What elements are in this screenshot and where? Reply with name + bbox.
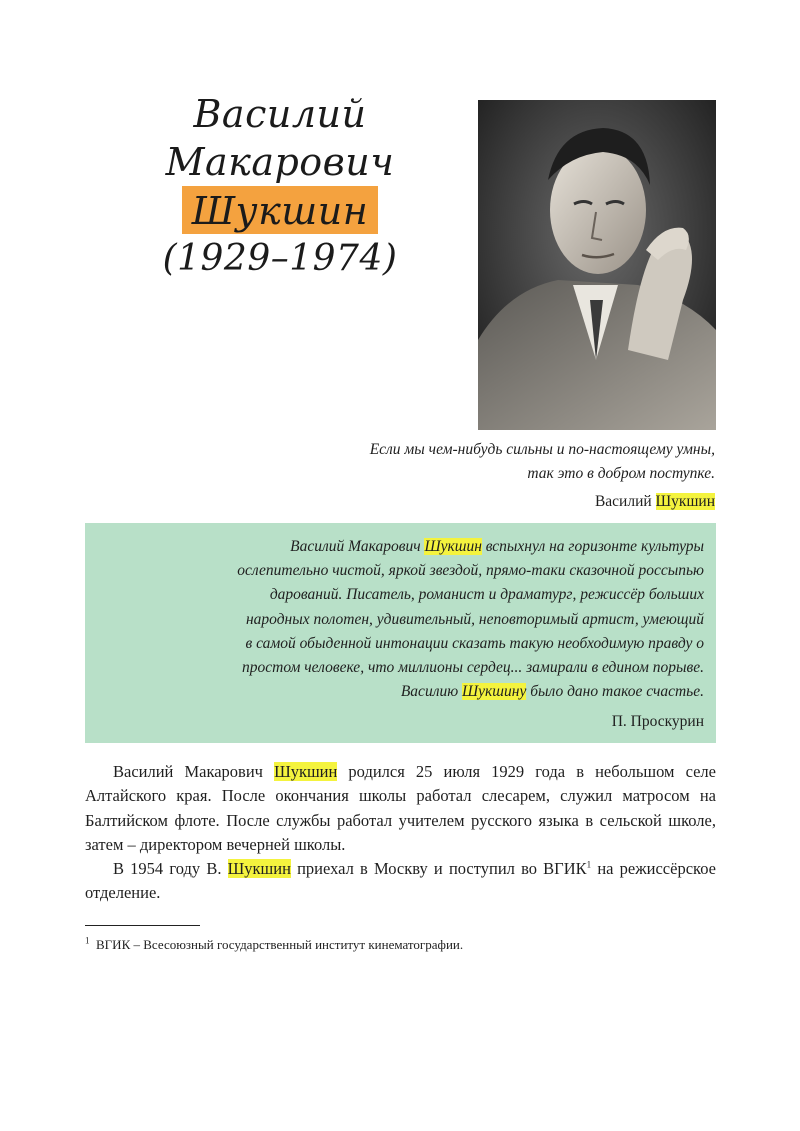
footnote-text: ВГИК – Всесоюзный государственный институт кинематографии.: [96, 937, 464, 952]
title-first-name: Василий: [193, 92, 367, 136]
highlighted-name: Шукшину: [462, 683, 527, 701]
epigraph-author: Василий Шукшин: [594, 493, 715, 510]
paragraph: В 1954 году В. Шукшин приехал в Москву и поступил во ВГИК$^1$ на режиссёрское отделение.: [85, 859, 716, 903]
title-patronymic: Макарович: [165, 140, 395, 184]
title-surname: Шукшин: [182, 186, 379, 234]
highlighted-name: Шукшин: [274, 762, 338, 781]
highlighted-name: Шукшин: [655, 493, 715, 510]
portrait-photo: [478, 100, 716, 430]
body-text: [85, 760, 716, 906]
epigraph: [195, 438, 715, 486]
portrait-illustration: [478, 100, 716, 430]
title-block: [150, 90, 410, 283]
footnote: [85, 936, 463, 954]
footnote-ref: 1: [586, 859, 592, 870]
highlighted-name: Шукшин: [227, 859, 291, 879]
footnote-divider: [85, 925, 200, 926]
epigraph-line: так это в добром поступке.: [527, 465, 715, 482]
footnote-marker: 1: [85, 935, 90, 946]
highlighted-name: Шукшин: [424, 538, 482, 555]
quote-author: П. Проскурин: [611, 713, 704, 730]
quote-box: [85, 523, 716, 743]
paragraph: Василий Макарович Шукшин родился 25 июля 1929 года в небольшом селе Алтайского края. После окончания школы работал слесарем, служил матросом на Балтийском флоте. После службы работал учителем русского языка в сельской школе, затем – директором вечерней школы.: [85, 762, 716, 854]
epigraph-line: Если мы чем-нибудь сильны и по-настоящему умны,: [369, 441, 715, 458]
title-dates: (1929–1974): [162, 238, 398, 279]
quote-text: Василий Макарович Шукшин вспыхнул на горизонте культуры ослепительно чистой, яркой звездой, прямо-таки сказочной россыпью дарований. Писатель, романист и драматург, режиссёр больших народных полотен, удивительный, неповторимый артист, умеющий в самой обыденной интонации сказать такую необходимую правду о простом человеке, что миллионы сердец... замирали в едином порыве. Василию Шукшину было дано такое счастье.: [237, 538, 704, 701]
